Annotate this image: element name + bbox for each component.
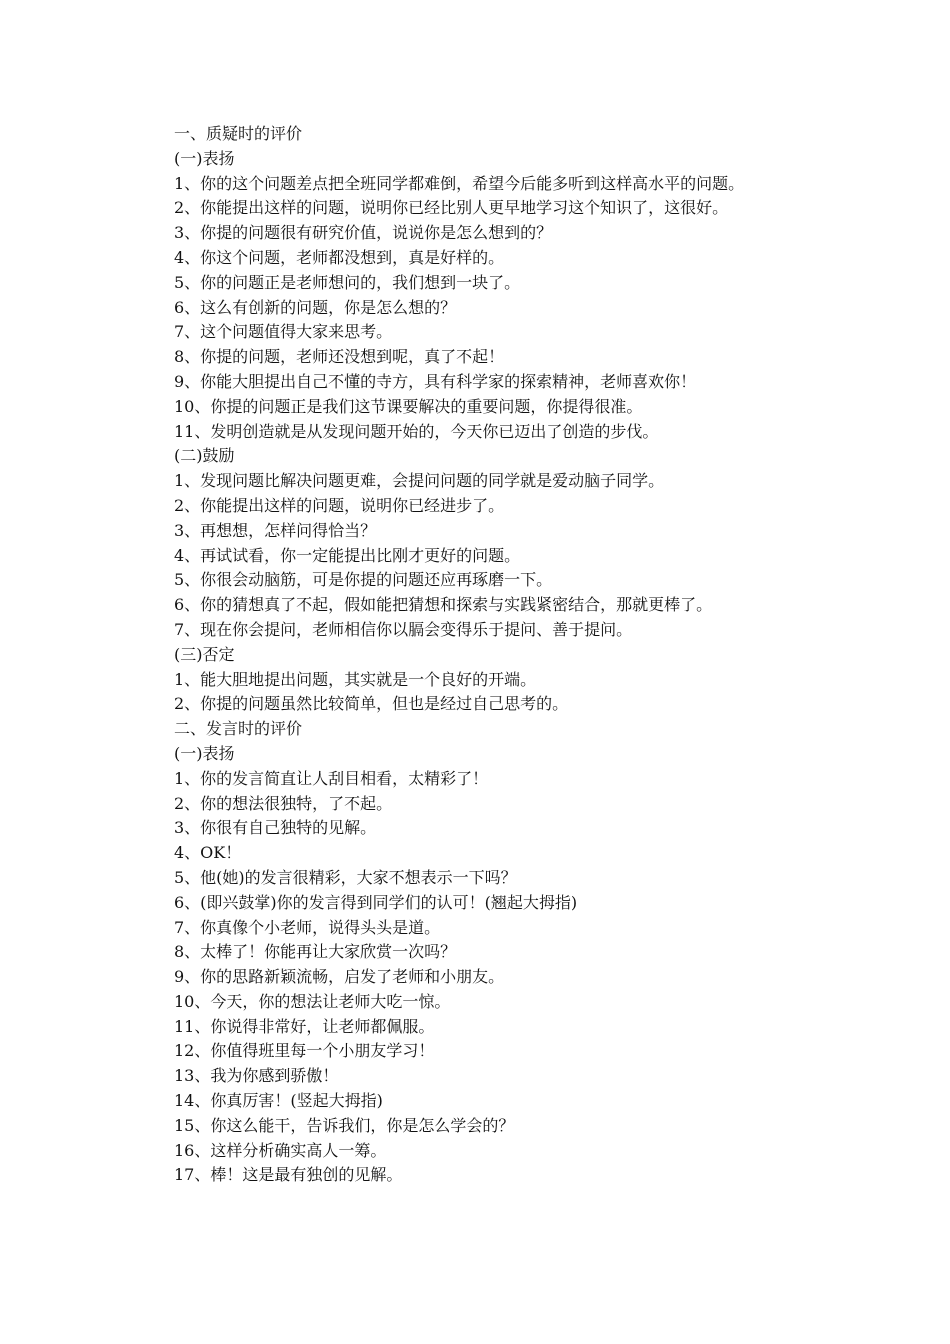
list-item: 2、你能提出这样的问题，说明你已经进步了。 [174,495,505,515]
list-item: 11、你说得非常好，让老师都佩服。 [174,1016,435,1036]
list-item: 3、你提的问题很有研究价值，说说你是怎么想到的？ [174,223,553,243]
list-item: 4、OK！ [174,843,242,863]
list-item: 11、发明创造就是从发现问题开始的，今天你已迈出了创造的步伐。 [174,421,659,441]
list-item: 15、你这么能干，告诉我们，你是怎么学会的？ [174,1115,515,1135]
list-item: 4、再试试看，你一定能提出比刚才更好的问题。 [174,545,521,565]
list-item: 7、这个问题值得大家来思考。 [174,322,393,342]
subsection-heading: (一)表扬 [174,743,235,763]
list-item: 12、你值得班里每一个小朋友学习！ [174,1041,435,1061]
list-item: 6、(即兴鼓掌)你的发言得到同学们的认可！(翘起大拇指) [174,892,578,912]
subsection-heading: (二)鼓励 [174,446,235,466]
list-item: 4、你这个问题，老师都没想到，真是好样的。 [174,247,505,267]
list-item: 8、太棒了！你能再让大家欣赏一次吗？ [174,942,457,962]
subsection-heading: (一)表扬 [174,148,235,168]
list-item: 2、你能提出这样的问题，说明你已经比别人更早地学习这个知识了，这很好。 [174,198,729,218]
list-item: 16、这样分析确实高人一筹。 [174,1140,387,1160]
list-item: 17、棒！这是最有独创的见解。 [174,1165,403,1185]
section-heading-1: 一、质疑时的评价 [174,124,303,143]
list-item: 5、你的问题正是老师想问的，我们想到一块了。 [174,272,521,292]
list-item: 2、你提的问题虽然比较简单，但也是经过自己思考的。 [174,694,569,714]
list-item: 9、你的思路新颖流畅，启发了老师和小朋友。 [174,967,505,987]
section-heading-2: 二、发言时的评价 [174,719,303,739]
list-item: 1、你的发言简直让人刮目相看，太精彩了！ [174,768,489,788]
subsection-heading: (三)否定 [174,644,235,664]
list-item: 6、这么有创新的问题，你是怎么想的？ [174,297,457,317]
list-item: 6、你的猜想真了不起，假如能把猜想和探索与实践紧密结合，那就更棒了。 [174,595,713,615]
list-item: 3、再想想，怎样问得恰当？ [174,520,377,540]
list-item: 10、你提的问题正是我们这节课要解决的重要问题，你提得很准。 [174,396,643,416]
document-body [146,122,810,1188]
list-item: 9、你能大胆提出自己不懂的寺方，具有科学家的探索精神，老师喜欢你！ [174,371,697,391]
list-item: 7、你真像个小老师，说得头头是道。 [174,917,441,937]
list-item: 1、能大胆地提出问题，其实就是一个良好的开端。 [174,669,537,689]
list-item: 8、你提的问题，老师还没想到呢，真了不起！ [174,347,505,367]
list-item: 2、你的想法很独特，了不起。 [174,793,393,813]
list-item: 5、他(她)的发言很精彩，大家不想表示一下吗？ [174,867,517,887]
list-item: 3、你很有自己独特的见解。 [174,818,377,838]
list-item: 7、现在你会提问，老师相信你以膈会变得乐于提问、善于提问。 [174,619,633,639]
list-item: 13、我为你感到骄傲！ [174,1066,339,1086]
list-item: 5、你很会动脑筋，可是你提的问题还应再琢磨一下。 [174,570,553,590]
list-item: 10、今天，你的想法让老师大吃一惊。 [174,991,451,1011]
list-item: 14、你真厉害！(竖起大拇指) [174,1091,383,1111]
list-item: 1、发现问题比解决问题更难，会提问问题的同学就是爱动脑子同学。 [174,471,665,491]
list-item: 1、你的这个问题差点把全班同学都难倒，希望今后能多听到这样高水平的问题。 [174,173,745,193]
